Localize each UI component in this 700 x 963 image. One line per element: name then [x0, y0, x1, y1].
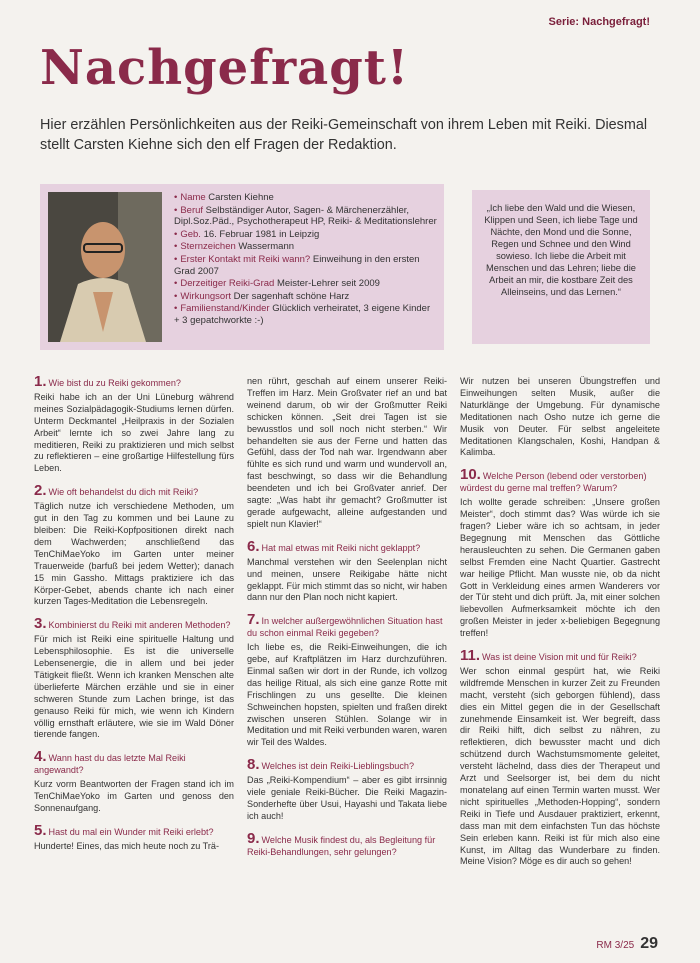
lead-paragraph: Hier erzählen Persönlichkeiten aus der Reiki-Gemeinschaft von ihrem Leben mit Reiki. Diesmal stellt Carsten Kiehne sich den elf Fragen der Redaktion.	[40, 117, 648, 153]
fact-key: Beruf	[180, 204, 204, 216]
profile-fact	[174, 254, 438, 277]
question-number: 8.	[247, 756, 260, 774]
question	[34, 482, 234, 500]
fact-key: Sternzeichen	[180, 241, 236, 253]
answer-text: Wer schon einmal gespürt hat, wie Reiki wildfremde Menschen in kurzer Zeit zu Freunden macht, versteht (sich geborgen fühlend), dass dies ein Mittel gegen die in der Gesellschaft zunehmende Einsamkeit ist. Wer begreift, dass dir Reiki hilft, dich selbst zu nähren, zu reflektieren, dich bewusster macht und dich schützend durch Wachstumsmomente geleitet, versteht lächelnd, dass dies der Therapeut und Arzt und Seelsorger ist, bei dem du nicht monatelang auf einen Termin warten musst. Wer nicht spirituelles „Methoden-Hopping“, sondern Reiki in Tiefe und Ausdauer praktiziert, erkennt, dass man mit dem einfachsten Tun das höchste Sein erleben kann. Reiki ist für mich also eine Kunst, im Alltag das Wunderbare zu finden. Meine Vision? Möge es dir auch so gehen!	[460, 665, 660, 867]
page-title: Nachgefragt!	[40, 40, 410, 96]
question-text: Was ist deine Vision mit und für Reiki?	[482, 652, 637, 663]
question-text: Welche Person (lebend oder verstorben) würdest du gerne mal treffen? Warum?	[460, 471, 647, 494]
question-text: Hast du mal ein Wunder mit Reiki erlebt?	[48, 826, 214, 837]
portrait-photo	[48, 192, 162, 342]
fact-key: Name	[180, 192, 206, 203]
fact-key: Wirkungsort	[180, 290, 232, 302]
answer-text: nen rührt, geschah auf einem unserer Reiki-Treffen im Harz. Mein Großvater rief an und bat weinend darum, ob wir der Großmutter Reiki schicken können. „Seit drei Tagen ist sie bewusstlos und soll noch nicht sterben.“ Wir behandelten sie aus der Ferne und hatten das Gefühl, dass der Tod nah war. Irgendwann aber fühlte es sich rund und warm und wundervoll an, fast beschwingt, so dass wir die Behandlung beendeten und ich bei Großvater anrief. Der sagte: „Was habt ihr gemacht? Großmutter ist gerade aufgewacht, alleine aufgestanden und spielt nun Klavier!“	[247, 376, 447, 529]
answer-text: Hunderte! Eines, das mich heute noch zu Trä-	[34, 840, 220, 851]
question-number: 5.	[34, 821, 47, 839]
text-columns	[34, 373, 660, 878]
question	[34, 748, 234, 777]
question-text: Wann hast du das letzte Mal Reiki angewandt?	[34, 753, 186, 776]
fact-value: Wassermann	[235, 241, 295, 253]
answer-text: Ich liebe es, die Reiki-Einweihungen, die ich gebe, auf Kraftplätzen im Harz durchzuführen. Einmal saßen wir dort in der Runde, ich vollzog das heilige Ritual, als sich eine ganze Rotte mit Frischlingen zu uns gesellte. Die kleinen Schweinchen hopsten, spielten und fraßen direkt zwischen unseren Stühlen. Solange wir in Meditation und mit Reiki verbunden waren, waren wir Teil des Waldes.	[247, 642, 447, 748]
page-number: 29	[640, 935, 658, 952]
bullet-icon: •	[174, 290, 178, 302]
question-text: In welcher außergewöhnlichen Situation hast du schon einmal Reiki gegeben?	[247, 616, 443, 639]
question-number: 1.	[34, 373, 47, 390]
question-text: Hat mal etwas mit Reiki nicht geklappt?	[261, 542, 421, 553]
series-label: Serie: Nachgefragt!	[548, 16, 650, 28]
bullet-icon: •	[174, 303, 178, 315]
question-number: 10.	[460, 466, 481, 484]
question	[34, 615, 234, 633]
profile-fact	[174, 303, 438, 326]
answer-text: Manchmal verstehen wir den Seelenplan nicht und meinen, unsere Reikigabe hätte nicht geklappt. Für mich stimmt das so nicht, wir haben dann nur den Plan noch nicht kapiert.	[247, 556, 447, 603]
question	[460, 647, 660, 665]
question	[247, 537, 447, 555]
profile-fact	[174, 205, 438, 228]
profile-box	[40, 184, 444, 350]
fact-value: Meister-Lehrer seit 2009	[274, 278, 380, 290]
question	[247, 756, 447, 774]
question-number: 2.	[34, 482, 47, 500]
answer-text: Das „Reiki-Kompendium“ – aber es gibt irrsinnig viele geniale Reiki-Bücher. Die Reiki Magazin-Sonderhefte über Usui, Hayashi und Takata liebe ich auch!	[247, 775, 447, 821]
quote-box: „Ich liebe den Wald und die Wiesen, Klippen und Seen, ich liebe Tage und Nächte, den Mond und die Sonne, Regen und Schnee und den Wind sowieso. Ich liebe die Arbeit mit Menschen und das Lehren; liebe die Arbeit an mir, die kostbare Zeit des Alleinseins, und das Lernen.“	[472, 190, 650, 344]
answer-text: Täglich nutze ich verschiedene Methoden, um gut in den Tag zu kommen und bei Laune zu bleiben: Die Reiki-Kopfpositionen direkt nach dem Wachwerden; anschließend das TenChiMaeYoko im Garten unter meiner Trauerweide (barfuß bei jedem Wetter); danach 15 min Gassho. Mittags praktiziere ich das Körper-Gebet, abends chante ich nach einer kurzen Tages-Meditation die Lebensregeln.	[34, 501, 234, 607]
fact-value: Der sagenhaft schöne Harz	[231, 290, 350, 302]
question	[460, 466, 660, 495]
question-number: 9.	[247, 829, 260, 847]
bullet-icon: •	[174, 228, 178, 240]
question	[247, 829, 447, 859]
fact-key: Erster Kontakt mit Reiki wann?	[180, 253, 311, 265]
text-column	[34, 373, 234, 878]
fact-value: Carsten Kiehne	[205, 192, 274, 203]
text-column	[460, 376, 660, 878]
answer-text: Kurz vorm Beantworten der Fragen stand ich im TenChiMaeYoko im Garten und genoss den Sonnenaufgang.	[34, 779, 234, 813]
question-text: Welche Musik findest du, als Begleitung für Reiki-Behandlungen, sehr gelungen?	[247, 834, 436, 857]
fact-value: Einweihung in den ersten Grad 2007	[174, 253, 420, 277]
question-number: 11.	[460, 647, 481, 665]
profile-fact	[174, 192, 438, 204]
question-text: Kombinierst du Reiki mit anderen Methoden?	[48, 620, 231, 631]
profile-fact	[174, 241, 438, 253]
fact-key: Geb.	[180, 228, 201, 240]
fact-key: Familienstand/Kinder	[180, 303, 270, 315]
fact-value: Glücklich verheiratet, 3 eigene Kinder + 3 gepatchworkte :-)	[174, 303, 431, 326]
bullet-icon: •	[174, 204, 178, 216]
bullet-icon: •	[174, 192, 178, 203]
question-text: Wie oft behandelst du dich mit Reiki?	[48, 487, 199, 498]
fact-value: Selbständiger Autor, Sagen- & Märchenerzähler, Dipl.Soz.Päd., Psychotherapeut HP, Reiki- & Meditationslehrer	[174, 204, 437, 228]
text-column	[247, 376, 447, 878]
answer-text: Reiki habe ich an der Uni Lüneburg während meines Sozialpädagogik-Studiums lernen dürfen. Unterm Deckmantel „Heilpraxis in der Sozialen Arbeit“ lernte ich so zwei Jahre lang zu meditieren, Reiki zu praktizieren und mich selbst zu reflektieren – eine großartige Hilfestellung fürs Leben.	[34, 391, 234, 474]
answer-text: Wir nutzen bei unseren Übungstreffen und Einweihungen selten Musik, außer die Naturklänge der Umgebung. Für dynamische Meditationen nach Osho nutze ich gerne die Musik von Deuter. Für selbst angeleitete Meditationen Klangschalen, Koshi, Handpan & Kalimba.	[460, 376, 660, 458]
question-number: 7.	[247, 611, 260, 629]
bullet-icon: •	[174, 241, 178, 253]
bullet-icon: •	[174, 278, 178, 290]
profile-facts	[174, 192, 438, 328]
profile-fact	[174, 229, 438, 241]
profile-fact	[174, 291, 438, 303]
answer-text: Ich wollte gerade schreiben: „Unsere großen Meister“, doch stimmt das? Was würde ich sie fragen? Lieber wäre ich so achtsam, in jeder Begegnung mit Menschen das Göttliche herausleuchten zu sehen. Die Germanen gaben selbst Fremden eine Nacht Quartier. Gastrecht war heilige Pflicht. Man wusste nie, ob da nicht Gott in Verkleidung eines armen Wanderers vor der Tür steht und dich prüft. Ja, mit einer solchen liebevollen Aufmerksamkeit möchte ich den großen Meister in jeder x-beliebigen Begegnung treffen!	[460, 497, 660, 639]
question-text: Welches ist dein Reiki-Lieblingsbuch?	[261, 761, 415, 772]
question-number: 3.	[34, 615, 47, 633]
answer-text: Für mich ist Reiki eine spirituelle Haltung und Lebensphilosophie. Es ist die universelle Lebensenergie, die in allem und bei jeder Tätigkeit fließt. Wenn ich kranken Menschen alte überlieferte Märchen erzähle und sie in einer schweren Stunde zum Lachen bringe, ist das genauso Reiki für mich, wie wenn ich Kindern völlig ernsthaft erläutere, wie sie im Wald Döner tierende fangen.	[34, 634, 234, 740]
question	[247, 611, 447, 640]
fact-value: 16. Februar 1981 in Leipzig	[200, 228, 320, 240]
bullet-icon: •	[174, 253, 178, 265]
question-number: 4.	[34, 748, 47, 766]
question	[34, 373, 234, 390]
profile-fact	[174, 278, 438, 290]
issue-label: RM 3/25	[596, 940, 635, 951]
page-footer	[596, 935, 658, 953]
fact-key: Derzeitiger Reiki-Grad	[180, 278, 275, 290]
question-text: Wie bist du zu Reiki gekommen?	[48, 378, 181, 388]
question	[34, 821, 234, 839]
question-number: 6.	[247, 537, 260, 555]
